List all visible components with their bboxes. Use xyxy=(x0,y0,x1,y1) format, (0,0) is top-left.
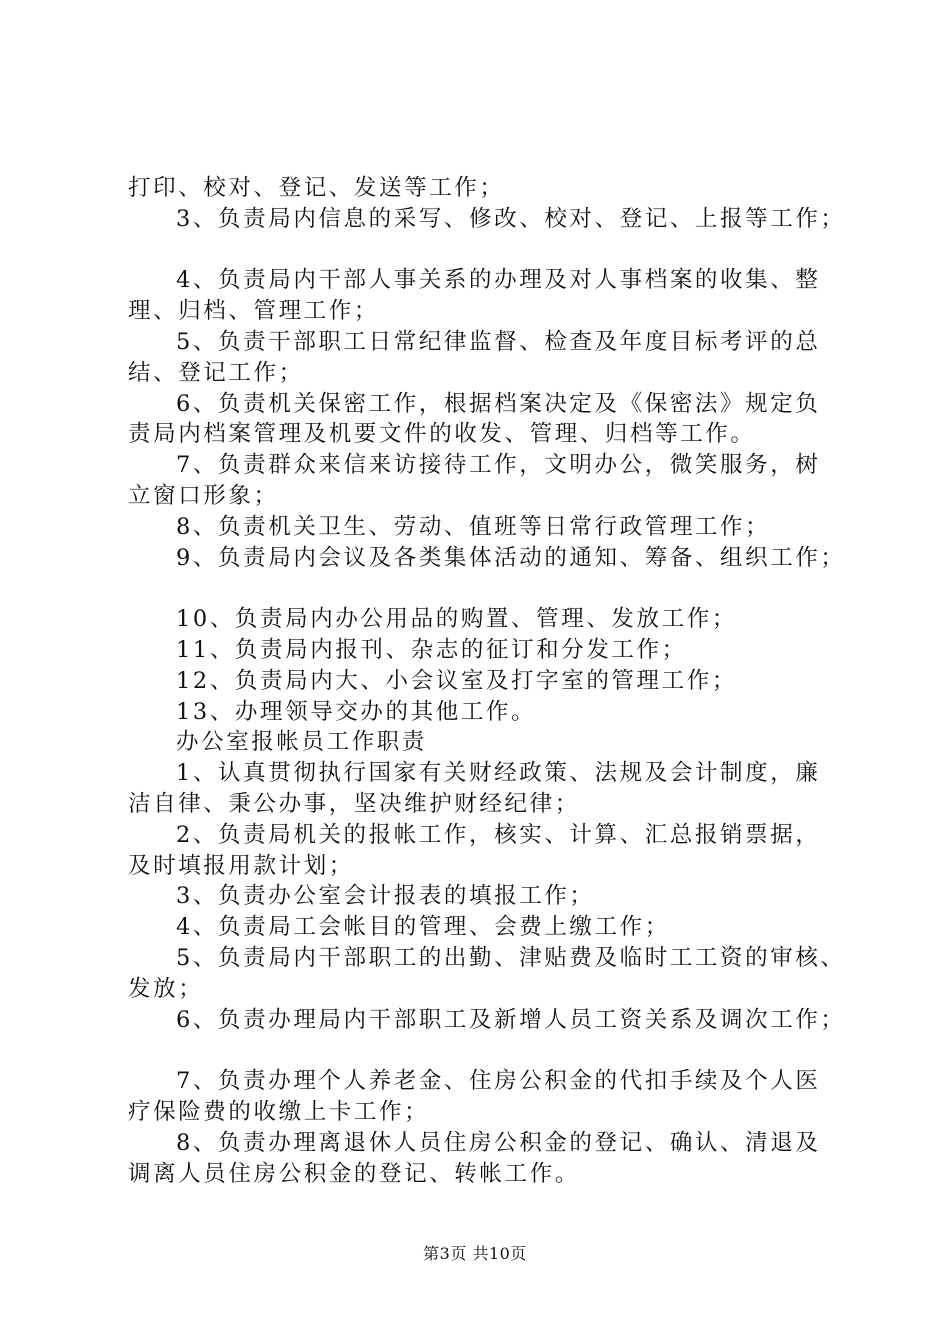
text-line: 12、负责局内大、小会议室及打字室的管理工作； xyxy=(176,667,737,694)
text-line: 责局内档案管理及机要文件的收发、管理、归档等工作。 xyxy=(128,421,756,448)
text-line: 9、负责局内会议及各类集体活动的通知、筹备、组织工作； xyxy=(176,544,846,571)
text-line: 6、负责办理局内干部职工及新增人员工资关系及调次工作； xyxy=(176,1006,846,1033)
text-line: 办公室报帐员工作职责 xyxy=(176,729,428,756)
text-line: 疗保险费的收缴上卡工作； xyxy=(128,1098,430,1125)
text-line: 调离人员住房公积金的登记、转帐工作。 xyxy=(128,1160,580,1187)
text-line: 4、负责局工会帐目的管理、会费上缴工作； xyxy=(176,914,670,941)
text-line: 11、负责局内报刊、杂志的征订和分发工作； xyxy=(176,636,687,663)
text-line: 及时填报用款计划； xyxy=(128,852,354,879)
text-line: 1、认真贯彻执行国家有关财经政策、法规及会计制度，廉 xyxy=(176,760,821,787)
text-line: 5、负责干部职工日常纪律监督、检查及年度目标考评的总 xyxy=(176,328,821,355)
text-line: 发放； xyxy=(128,975,204,1002)
text-line: 8、负责办理离退休人员住房公积金的登记、确认、清退及 xyxy=(176,1129,821,1156)
blank-line xyxy=(128,1035,848,1066)
text-line: 2、负责局机关的报帐工作，核实、计算、汇总报销票据， xyxy=(176,821,821,848)
text-line: 3、负责局内信息的采写、修改、校对、登记、上报等工作； xyxy=(176,205,846,232)
text-line: 6、负责机关保密工作，根据档案决定及《保密法》规定负 xyxy=(176,390,821,417)
page-number-footer: 第3页 共10页 xyxy=(423,1244,527,1263)
text-line: 洁自律、秉公办事，坚决维护财经纪律； xyxy=(128,790,580,817)
text-line: 7、负责群众来信来访接待工作，文明办公，微笑服务，树 xyxy=(176,452,821,479)
text-line: 结、登记工作； xyxy=(128,359,304,386)
text-line: 7、负责办理个人养老金、住房公积金的代扣手续及个人医 xyxy=(176,1068,821,1095)
text-line: 立窗口形象； xyxy=(128,482,279,509)
text-line: 13、办理领导交办的其他工作。 xyxy=(176,698,537,725)
text-line: 3、负责办公室会计报表的填报工作； xyxy=(176,883,595,910)
text-line: 打印、校对、登记、发送等工作； xyxy=(128,175,505,201)
blank-line xyxy=(128,235,848,266)
text-line: 10、负责局内办公用品的购置、管理、发放工作； xyxy=(176,606,737,633)
text-line: 5、负责局内干部职工的出勤、津贴费及临时工工资的审核、 xyxy=(176,944,846,971)
text-line: 4、负责局内干部人事关系的办理及对人事档案的收集、整 xyxy=(176,267,821,294)
blank-line xyxy=(128,573,848,604)
document-body xyxy=(128,173,848,1189)
text-line: 8、负责机关卫生、劳动、值班等日常行政管理工作； xyxy=(176,513,771,540)
text-line: 理、归档、管理工作； xyxy=(128,298,380,325)
